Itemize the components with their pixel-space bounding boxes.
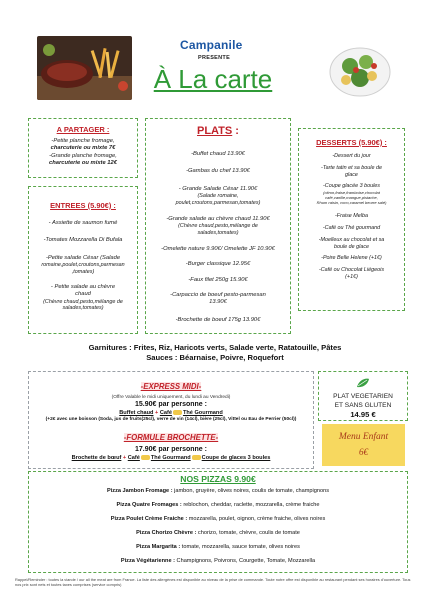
entree-item: - Assiette de saumon fumé [48,220,118,226]
pizza-item: Pizza Chorizo Chèvre : chorizo, tomate, chèvre, coulis de tomate [136,530,300,536]
veg-line2: ET SANS GLUTEN [334,401,392,409]
plat-detail: (Chèvre chaud,pesto,mélange de [178,223,258,230]
entree-item: - Petite salade au chèvre [50,283,116,290]
leaf-icon [319,375,407,393]
plat-item: -Gambas du chef 13.90€ [186,168,250,175]
sauces-line: Sauces : Béarnaise, Poivre, Roquefort [146,353,284,362]
partager-line: -Grande planche fromage, [49,152,117,159]
dessert-item: -Dessert du jour [332,153,371,159]
entree-item: -Petite salade César (Salade [45,254,121,261]
plat-item: -Burger classique 12.95€ [185,261,251,268]
entree-item: -Tomates Mozzarella Di Bufala [43,237,123,244]
menu-enfant-title: Menu Enfant [338,432,389,442]
partager-title: A PARTAGER : [56,125,110,134]
plats-title: PLATS : [197,125,239,137]
plat-detail: poulet,croutons,parmesan,tomates) [175,200,261,207]
menu-enfant-box [322,424,405,466]
brand-presente: PRESENTE [198,55,231,61]
dessert-item: glace [345,171,358,178]
pizzas-title: NOS PIZZAS 9.90€ [180,474,256,484]
pizza-item: Pizza Poulet Crème Fraiche : mozzarella, poulet, oignon, crème fraiche, olives noires [110,516,326,522]
dessert-item: -Tarte tatin et sa boule de [321,164,382,171]
plat-item: 13.90€ [209,299,227,306]
footer-note: Rappel/Reminder : toutes la viande / our all the meat are from France. La liste des allergènes est disponible au niveau de la prise de commande. Toute notre offre est disponible au restaurant pendant ses horaires d'ouverture. Tous nos prix sont nets et toutes taxes comprises (service compris) [15,577,411,587]
dessert-detail: café,vanille,mangue,pistache, [325,195,378,201]
brand-logo: Campanile [180,38,243,52]
brochette-title: -FORMULE BROCHETTE- [123,433,219,442]
or-marker [141,455,150,460]
dessert-detail: Rhum raisin, coco,caramel beurre salé) [316,200,387,206]
brochette-price: 17.90€ par personne : [135,446,207,453]
pizza-item: Pizza Jambon Fromage : jambon, gruyère, olives noires, coulis de tomate, champignons [107,488,329,494]
dessert-detail: (citron,fraise,framboise,chocolat [323,190,380,196]
plat-item: -Buffet chaud 13.90€ [191,151,245,157]
express-price: 15.90€ par personne : [135,401,207,408]
or-marker [173,410,182,415]
partager-line: charcuterie ou mixte 7€ [50,145,116,152]
veg-price: 14.95 € [350,410,376,419]
dessert-item: -Coupe glacée 3 boules [323,183,380,190]
entree-detail: (Chèvre chaud,pesto,mélange de [43,298,123,305]
express-note: (Offre Valable le midi uniquement, du lundi au Vendredi) [111,395,231,400]
plat-detail: (Salade romaine, [197,193,239,200]
entrees-title: ENTREES (5.90€) : [50,201,116,210]
vegetarien-box [318,371,408,421]
dessert-item: boule de glace [333,243,370,250]
partager-line: charcuterie ou mixte 12€ [49,160,117,167]
plat-item: -Grande salade au chèvre chaud 11.90€ [166,215,270,222]
dessert-item: -Moelleux au chocolat et sa [318,236,385,243]
pizza-item: Pizza Quatre Fromages : reblochon, cheddar, raclette, mozzarella, crème fraiche [116,502,320,508]
dessert-item: -Poire Belle Helene (+1€) [321,255,382,262]
partager-box [28,118,138,178]
dessert-item: -Café ou Thé gourmand [322,224,381,231]
entree-item: chaud [75,291,91,298]
dessert-item: (+1€) [345,273,358,280]
page-title: À La carte [153,64,273,94]
express-formula: Buffet chaud + Café Thé Gourmand [119,410,223,416]
veg-line1: PLAT VEGETARIEN [333,393,393,400]
brochette-formula: Brochette de bœuf + Café Thé Gourmand Coupe de glaces 3 boules [71,455,271,461]
dessert-item: -Café ou Chocolat Liégeois [318,267,385,274]
steak-photo [37,36,132,100]
entree-detail: salades,tomates) [62,305,104,312]
entree-detail: romaine,poulet,croutons,parmesan [41,262,125,269]
garnitures-line: Garnitures : Frites, Riz, Haricots verts, Salade verte, Ratatouille, Pâtes [88,343,342,352]
plats-box [145,118,291,334]
formules-box [28,371,314,469]
partager-line: -Petite planche fromage, [51,138,115,144]
desserts-title: DESSERTS (5.90€) : [316,138,387,147]
entrees-box [28,186,138,334]
plat-item: -Omelette nature 9.90€/ Omelette JF 10.90€ [161,245,275,252]
salad-photo [320,40,400,102]
entree-detail: ,tomates) [71,269,95,276]
plat-item: -Faux filet 250g 15.90€ [188,276,248,283]
express-title: -EXPRESS MIDI- [140,382,202,391]
pizza-item: Pizza Végétarienne : Champignons, Poivrons, Courgette, Tomate, Mozzarella [120,558,316,564]
plat-item: -Brochette de boeuf 175g 13.90€ [175,316,261,323]
or-marker [192,455,201,460]
dessert-item: -Fraise Melba [335,213,368,220]
menu-enfant-price: 6€ [359,447,368,457]
plat-item: - Grande Salade César 11.90€ [178,185,258,192]
plat-detail: salades,tomates) [197,230,239,237]
plat-item: -Carpaccio de boeuf pesto-parmesan [170,292,266,299]
express-drinks: (+2€ avec une boisson (Soda, jus de fruits(25cl), verre de vin (14cl), bière (25cl), Vittel ou Eau de Perrier (50cl)) [45,417,297,422]
pizzas-box [28,471,408,573]
garnitures-block [20,343,410,363]
desserts-box [298,128,405,311]
pizza-item: Pizza Margarita : tomate, mozzarella, sauce tomate, olives noires [136,544,300,550]
